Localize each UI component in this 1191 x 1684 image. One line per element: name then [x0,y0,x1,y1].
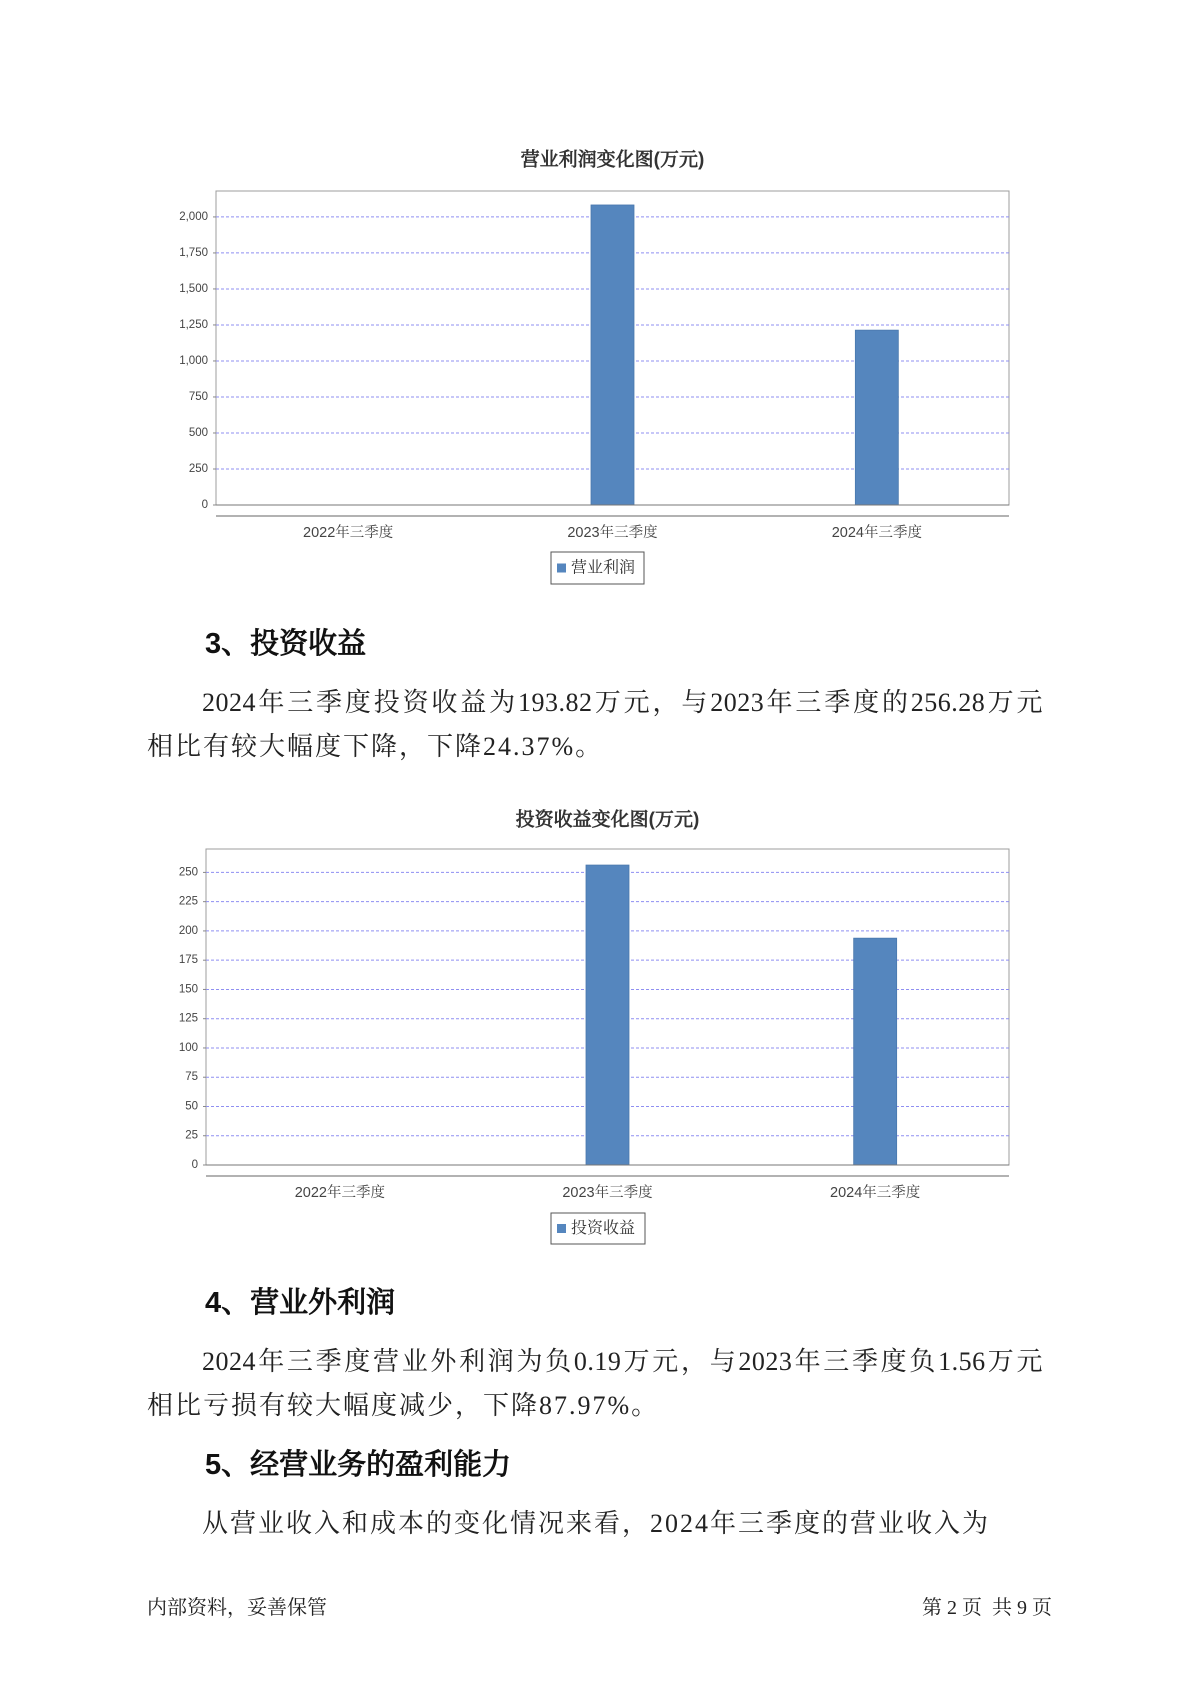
footer-page-number: 第 2 页 共 9 页 [922,1597,1052,1619]
y-tick-label: 175 [178,954,198,967]
section-heading-non-operating-profit: 4、营业外利润 [205,1287,396,1319]
y-tick-label: 225 [178,895,198,908]
y-tick-label: 150 [178,983,198,996]
legend-swatch [557,564,566,573]
bar [586,865,629,1165]
paragraph-line: 2024年三季度营业外利润为负0.19万元，与2023年三季度负1.56万元 [202,1347,1043,1376]
chart-title: 营业利润变化图(万元) [520,149,705,171]
x-category-label: 2023年三季度 [562,1185,653,1201]
y-tick-label: 0 [201,499,208,511]
investment-income-chart [0,790,1191,1260]
x-category-label: 2024年三季度 [831,525,922,541]
chart-title: 投资收益变化图(万元) [515,809,700,831]
section-heading-profitability: 5、经营业务的盈利能力 [205,1449,512,1481]
x-category-label: 2022年三季度 [294,1185,385,1201]
x-category-label: 2022年三季度 [303,525,394,541]
y-tick-label: 1,500 [179,282,208,295]
legend-label: 营业利润 [571,559,636,577]
y-tick-label: 1,000 [179,354,208,367]
paragraph-line: 2024年三季度投资收益为193.82万元，与2023年三季度的256.28万元 [202,688,1043,717]
paragraph-line: 从营业收入和成本的变化情况来看，2024年三季度的营业收入为 [202,1509,991,1538]
y-tick-label: 1,750 [179,246,208,259]
bar [854,938,897,1165]
y-tick-label: 0 [191,1159,198,1171]
y-tick-label: 50 [185,1100,198,1113]
paragraph-line: 相比有较大幅度下降，下降24.37%。 [147,732,604,761]
y-tick-label: 125 [178,1012,198,1025]
y-tick-label: 75 [185,1071,198,1084]
y-tick-label: 1,250 [179,318,208,331]
legend-label: 投资收益 [571,1220,636,1237]
y-tick-label: 25 [185,1129,198,1142]
bar [591,205,634,505]
legend-swatch [557,1224,566,1233]
y-tick-label: 250 [188,462,208,475]
y-tick-label: 750 [188,390,208,403]
y-tick-label: 2,000 [179,210,208,223]
y-tick-label: 500 [188,426,208,439]
y-tick-label: 100 [178,1041,198,1054]
y-tick-label: 250 [178,866,198,879]
x-category-label: 2024年三季度 [830,1185,921,1201]
footer-confidential-note: 内部资料，妥善保管 [147,1597,327,1619]
bar [855,330,898,505]
x-category-label: 2023年三季度 [567,525,658,541]
y-tick-label: 200 [178,924,198,937]
section-heading-investment-income: 3、投资收益 [205,628,367,660]
operating-profit-chart [0,130,1191,600]
paragraph-line: 相比亏损有较大幅度减少，下降87.97%。 [147,1391,660,1420]
